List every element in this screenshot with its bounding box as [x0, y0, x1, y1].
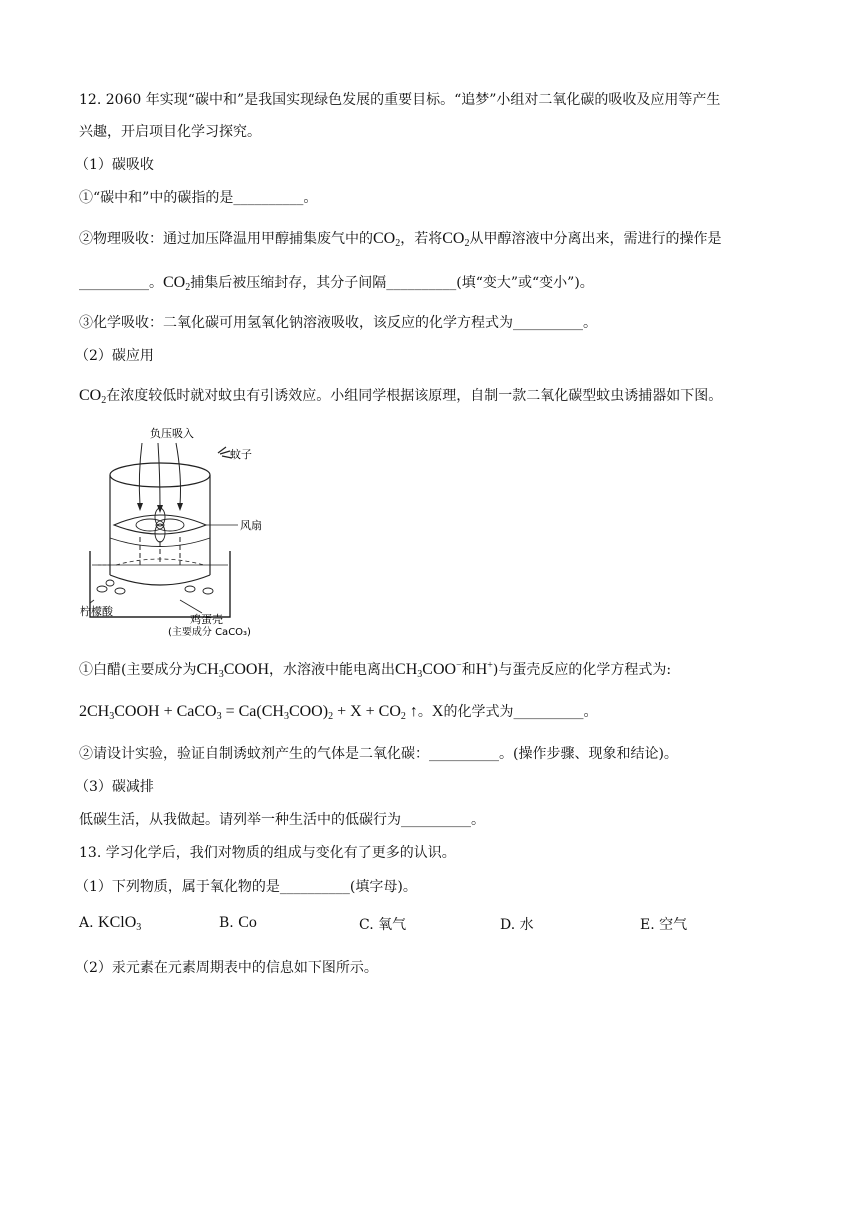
text-seg: ②物理吸收：通过加压降温用甲醇捕集废气中的	[79, 231, 373, 247]
q12-part3-item1: 低碳生活，从我做起。请列举一种生活中的低碳行为__________。	[79, 812, 485, 828]
co2-formula: $CO_2$	[79, 387, 107, 406]
option-text: 氧气	[378, 917, 407, 933]
q12-equation-line	[79, 702, 597, 722]
q12-part2-intro	[79, 386, 722, 406]
co2-formula: $CO_2$	[163, 274, 191, 293]
q13-intro: 13. 学习化学后，我们对物质的组成与变化有了更多的认识。	[79, 845, 456, 861]
text-seg: ，若将	[400, 231, 443, 247]
reaction-equation: $2CH_3COOH$ + CaCO$_3$ = $Ca(CH_3COO)_2 + X + CO_2$ ↑	[79, 703, 418, 722]
option-letter: C.	[359, 917, 374, 933]
fan-blade-outline	[114, 515, 206, 534]
q12-intro-line2: 兴趣，开启项目化学习探究。	[79, 124, 261, 140]
option-a	[79, 914, 141, 932]
option-letter: D.	[500, 917, 516, 933]
option-e	[640, 914, 687, 934]
q12-part1-item2-line2	[79, 273, 594, 293]
option-text: Co	[238, 914, 257, 931]
q12-part3-title: （3）碳减排	[75, 779, 154, 795]
acetate-ion-formula: $CH_3COO^-$	[395, 660, 462, 680]
text-seg: 。	[417, 704, 432, 720]
h-ion-formula: H+	[475, 660, 493, 678]
suction-arrows	[139, 443, 180, 507]
option-letter: A.	[79, 915, 94, 931]
option-text: 空气	[659, 917, 688, 933]
option-text: KClO$_3$	[98, 914, 142, 933]
text-seg: __________。	[79, 275, 163, 291]
q12-part1-item2-line1	[79, 229, 721, 249]
option-letter: E.	[640, 917, 655, 933]
q12-part2-item2: ②请设计实验，验证自制诱蚊剂产生的气体是二氧化碳：__________。(操作步骤、现象和结论)。	[79, 746, 678, 762]
text-seg: 和	[461, 662, 476, 678]
label-fan: 风扇	[240, 519, 262, 532]
text-seg: )与蛋壳反应的化学方程式为:	[492, 662, 672, 678]
text-seg: 的化学式为__________。	[443, 704, 598, 720]
eggshell-pieces	[97, 580, 213, 594]
label-eggshell: 鸡蛋壳	[190, 613, 223, 626]
mosquito-trap-figure	[80, 425, 280, 640]
label-suction: 负压吸入	[150, 427, 194, 440]
q12-part2-item1-line1	[79, 660, 671, 680]
text-seg: 在浓度较低时就对蚊虫有引诱效应。小组同学根据该原理，自制一款二氧化碳型蚊虫诱捕器如下图。	[106, 388, 723, 404]
option-letter: B.	[219, 915, 234, 931]
text-seg: 捕集后被压缩封存，其分子间隔__________(填“变大”或“变小”)。	[190, 275, 594, 291]
label-mosquito: 蚊子	[230, 448, 252, 461]
text-seg: 从甲醇溶液中分离出来，需进行的操作是	[469, 231, 722, 247]
text-seg: ，水溶液中能电离出	[269, 662, 396, 678]
option-b	[219, 914, 257, 932]
option-text: 水	[519, 917, 534, 933]
q12-part1-item1: ①“碳中和”中的碳指的是__________。	[79, 190, 318, 206]
option-d	[500, 914, 534, 934]
ch3cooh-formula: $CH_3COOH$	[196, 661, 270, 680]
label-eggshell-note: (主要成分 CaCO₃)	[168, 627, 251, 638]
q12-part1-item3: ③化学吸收：二氧化碳可用氢氧化钠溶液吸收，该反应的化学方程式为__________。	[79, 315, 597, 331]
co2-formula: $CO_2$	[442, 230, 470, 249]
text-seg: ①白醋(主要成分为	[79, 662, 197, 678]
q13-part1: （1）下列物质，属于氧化物的是__________(填字母)。	[75, 879, 417, 895]
q12-part2-title: （2）碳应用	[75, 348, 154, 364]
q12-intro-line1: 12. 2060 年实现“碳中和”是我国实现绿色发展的重要目标。“追梦”小组对二氧化碳的吸收及应用等产生	[79, 92, 721, 108]
option-c	[359, 914, 406, 934]
label-citric-acid: 柠檬酸	[80, 605, 113, 618]
q13-part2: （2）汞元素在元素周期表中的信息如下图所示。	[75, 960, 378, 976]
q12-part1-title: （1）碳吸收	[75, 157, 154, 173]
x-symbol: X	[431, 703, 444, 720]
co2-formula: $CO_2$	[373, 230, 401, 249]
